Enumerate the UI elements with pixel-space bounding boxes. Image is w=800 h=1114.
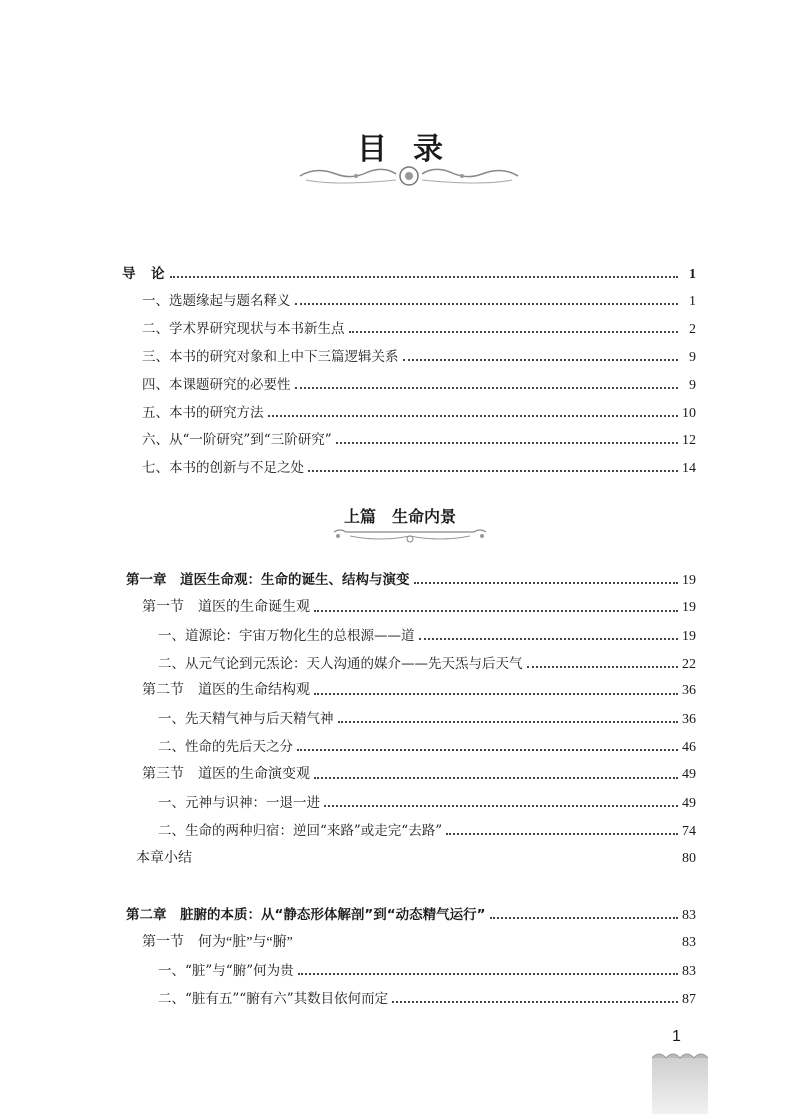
toc-entry[interactable] [142, 457, 696, 479]
toc-entry-page: 46 [682, 740, 696, 755]
toc-entry[interactable] [158, 625, 696, 647]
leader-dots [392, 1001, 678, 1003]
toc-entry-page: 19 [682, 600, 696, 615]
toc-entry-page: 49 [682, 796, 696, 811]
toc-entry-label: 第二节 道医的生命结构观 [142, 683, 310, 698]
toc-entry-label: 一、元神与识神：一退一进 [158, 795, 320, 811]
leader-dots [268, 415, 679, 417]
toc-entry[interactable] [158, 736, 696, 758]
toc-entry[interactable] [142, 429, 696, 451]
toc-entry-label: 二、“脏有五”“腑有六”其数目依何而定 [158, 991, 389, 1007]
leader-dots [414, 582, 679, 584]
leader-dots [298, 973, 678, 975]
toc-entry-page: 19 [682, 573, 696, 588]
toc-entry-label: 第一节 何为“脏”与“腑” [142, 935, 293, 950]
part-title: 上篇 生命内景 [343, 507, 456, 526]
leader-dots [324, 805, 678, 807]
toc-entry-page: 19 [682, 629, 696, 644]
toc-entry-label: 导 论 [122, 266, 166, 282]
leader-dots [446, 833, 678, 835]
toc-entry-label: 六、从“一阶研究”到“三阶研究” [142, 432, 332, 448]
toc-entry-page: 14 [682, 461, 696, 476]
toc-entry[interactable] [142, 346, 696, 368]
toc-chapter-entry[interactable] [126, 904, 696, 926]
toc-entry-page: 83 [682, 964, 696, 979]
leader-dots [295, 387, 679, 389]
toc-entry-label: 一、选题缘起与题名释义 [142, 293, 291, 309]
toc-entry-page: 49 [682, 767, 696, 782]
toc-entry-page: 9 [689, 378, 696, 393]
toc-entry-label: 五、本书的研究方法 [142, 405, 264, 421]
toc-entry-page: 2 [689, 322, 696, 337]
toc-section-entry[interactable] [142, 932, 696, 954]
toc-entry-intro[interactable] [122, 263, 696, 285]
toc-entry[interactable] [142, 290, 696, 312]
toc-section-entry[interactable] [142, 764, 696, 786]
toc-entry-label: 二、性命的先后天之分 [158, 739, 293, 755]
leader-dots [308, 470, 678, 472]
title-ornament [296, 164, 522, 188]
toc-entry-page: 36 [682, 683, 696, 698]
toc-entry[interactable] [158, 988, 696, 1010]
toc-entry-page: 1 [689, 267, 696, 282]
leader-dots [314, 777, 678, 779]
toc-entry-label: 第一节 道医的生命诞生观 [142, 600, 310, 615]
toc-entry[interactable] [142, 374, 696, 396]
toc-entry-label: 三、本书的研究对象和上中下三篇逻辑关系 [142, 349, 399, 365]
toc-entry-label: 二、从元气论到元炁论：天人沟通的媒介——先天炁与后天气 [158, 656, 523, 672]
toc-entry-label: 二、生命的两种归宿：逆回“来路”或走完“去路” [158, 823, 443, 839]
toc-entry-page: 36 [682, 712, 696, 727]
leader-dots [338, 721, 679, 723]
toc-entry[interactable] [158, 820, 696, 842]
toc-entry[interactable] [158, 708, 696, 730]
toc-entry[interactable] [158, 792, 696, 814]
toc-title: 目录 [357, 132, 469, 167]
toc-entry-label: 一、“脏”与“腑”何为贵 [158, 963, 294, 979]
page-number: 1 [672, 1028, 681, 1045]
leader-dots [297, 749, 678, 751]
leader-dots [490, 917, 679, 919]
toc-entry[interactable] [142, 318, 696, 340]
toc-entry-page: 22 [682, 657, 696, 672]
toc-entry-label: 第三节 道医的生命演变观 [142, 767, 310, 782]
toc-entry[interactable] [158, 653, 696, 675]
leader-dots [403, 359, 679, 361]
leader-dots [314, 693, 678, 695]
toc-entry-page: 12 [682, 433, 696, 448]
toc-entry-page: 87 [682, 992, 696, 1007]
toc-entry[interactable] [158, 960, 696, 982]
toc-chapter-entry[interactable] [126, 569, 696, 591]
toc-entry-label: 四、本课题研究的必要性 [142, 377, 291, 393]
leader-dots [527, 666, 679, 668]
toc-entry-page: 9 [689, 350, 696, 365]
leader-dots [170, 276, 679, 278]
leader-dots [314, 610, 678, 612]
toc-entry[interactable] [142, 402, 696, 424]
toc-entry-page: 10 [682, 406, 696, 421]
toc-section-entry[interactable] [142, 680, 696, 702]
toc-entry-page: 83 [682, 908, 696, 923]
toc-entry-label: 七、本书的创新与不足之处 [142, 460, 304, 476]
leader-dots [349, 331, 679, 333]
toc-entry-page: 1 [689, 294, 696, 309]
part-ornament [330, 526, 490, 546]
toc-summary-entry[interactable] [136, 848, 696, 870]
leader-dots [336, 442, 678, 444]
toc-entry-label: 第二章 脏腑的本质：从“静态形体解剖”到“动态精气运行” [126, 907, 486, 923]
corner-ornament [652, 1050, 708, 1114]
toc-entry-page: 74 [682, 824, 696, 839]
toc-entry-label: 本章小结 [136, 851, 192, 866]
toc-entry-page: 83 [682, 935, 696, 950]
leader-dots [295, 303, 679, 305]
toc-entry-label: 一、道源论：宇宙万物化生的总根源——道 [158, 628, 415, 644]
toc-entry-page: 80 [682, 851, 696, 866]
toc-entry-label: 一、先天精气神与后天精气神 [158, 711, 334, 727]
toc-section-entry[interactable] [142, 597, 696, 619]
leader-dots [419, 638, 679, 640]
toc-entry-label: 二、学术界研究现状与本书新生点 [142, 321, 345, 337]
toc-entry-label: 第一章 道医生命观：生命的诞生、结构与演变 [126, 572, 410, 588]
